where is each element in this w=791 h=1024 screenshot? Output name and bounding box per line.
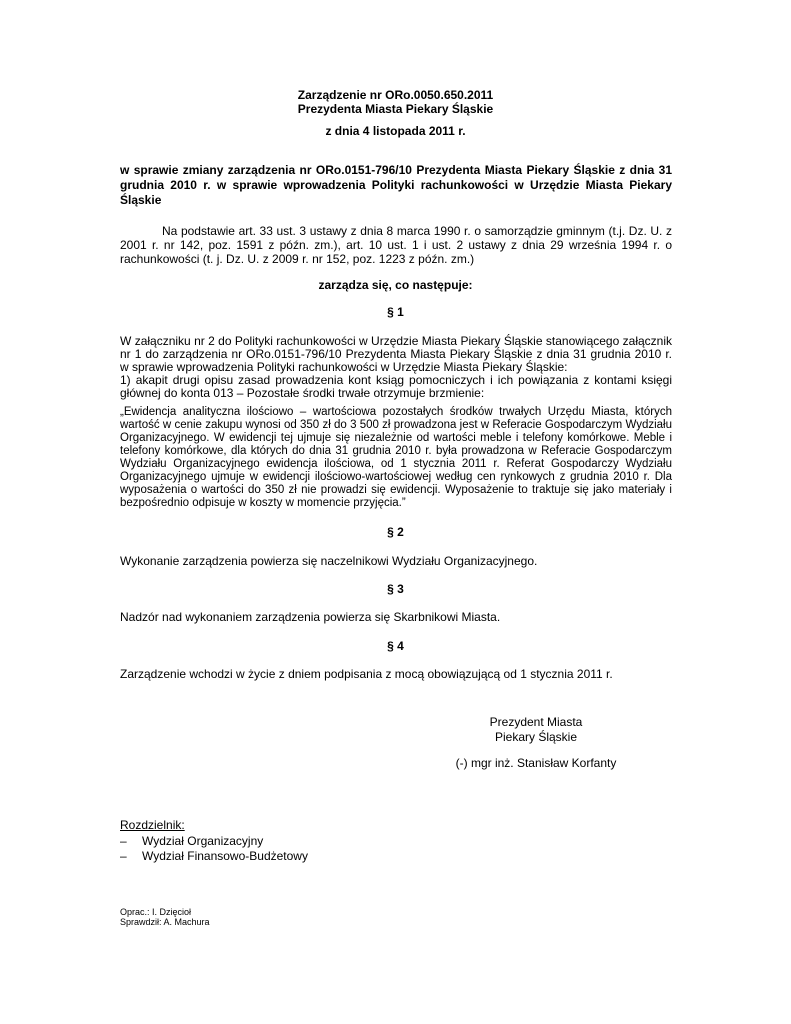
signatory-name: (-) mgr inż. Stanisław Korfanty: [455, 756, 617, 770]
section-2-text: Wykonanie zarządzenia powierza się naczelnikowi Wydziału Organizacyjnego.: [120, 554, 538, 568]
section-4-text: Zarządzenie wchodzi w życie z dniem podpisania z mocą obowiązującą od 1 stycznia 2011 r.: [120, 667, 613, 681]
document-subject: w sprawie zmiany zarządzenia nr ORo.0151-796/10 Prezydenta Miasta Piekary Śląskie z dnia 31 grudnia 2010 r. w sprawie wprowadzenia Polityki rachunkowości w Urzędzie Miasta Piekary Śląskie: [120, 163, 672, 207]
dash-bullet: –: [120, 834, 127, 848]
section-1-heading: § 1: [387, 305, 404, 319]
document-number: Zarządzenie nr ORo.0050.650.2011: [297, 88, 494, 102]
distribution-item: [120, 849, 308, 863]
section-4-heading: § 4: [387, 639, 404, 653]
document-date: z dnia 4 listopada 2011 r.: [325, 124, 466, 138]
distribution-item-label: Wydział Organizacyjny: [142, 834, 264, 848]
section-2-heading: § 2: [387, 525, 404, 539]
distribution-label: Rozdzielnik:: [120, 818, 185, 832]
dash-bullet: –: [120, 849, 127, 863]
section-1-point-1: 1) akapit drugi opisu zasad prowadzenia kont ksiąg pomocniczych i ich powiązania z kontami księgi głównej do konta 013 – Pozostałe środki trwałe otrzymuje brzmienie:: [120, 373, 672, 400]
signature-title-1: Prezydent Miasta: [489, 715, 583, 729]
section-1-intro: W załączniku nr 2 do Polityki rachunkowości w Urzędzie Miasta Piekary Śląskie stanowiącego załącznik nr 1 do zarządzenia nr ORo.0151-796/10 Prezydenta Miasta Piekary Śląskie z dnia 31 grudnia 2010 r. w sprawie wprowadzenia Polityki rachunkowości w Urzędzie Miasta Piekary Śląskie:: [120, 334, 672, 374]
distribution-item-label: Wydział Finansowo-Budżetowy: [142, 849, 308, 863]
distribution-item: [120, 834, 263, 848]
prepared-by: Oprac.: I. Dzięcioł: [120, 907, 192, 917]
section-3-text: Nadzór nad wykonaniem zarządzenia powierza się Skarbnikowi Miasta.: [120, 610, 501, 624]
checked-by: Sprawdził: A. Machura: [120, 917, 210, 927]
legal-basis: Na podstawie art. 33 ust. 3 ustawy z dnia 8 marca 1990 r. o samorządzie gminnym (t.j. Dz. U. z 2001 r. nr 142, poz. 1591 z późn. zm.), art. 10 ust. 1 i ust. 2 ustawy z dnia 29 września 1994 r. o rachunkowości (t. j. Dz. U. z 2009 r. nr 152, poz. 1223 z późn. zm.): [120, 224, 672, 266]
section-3-heading: § 3: [387, 582, 404, 596]
issuer: Prezydenta Miasta Piekary Śląskie: [297, 102, 494, 116]
signature-title-2: Piekary Śląskie: [494, 730, 578, 744]
section-1-quote: „Ewidencja analityczna ilościowo – wartościowa pozostałych środków trwałych Urzędu Miasta, których wartość w cenie zakupu wynosi od 350 zł do 3 500 zł prowadzona jest w Referacie Gospodarczym Wydziału Organizacyjnego. W ewidencji tej ujmuje się niezależnie od wartości meble i telefony komórkowe. Meble i telefony komórkowe, dla których do dnia 31 grudnia 2010 r. była prowadzona w Referacie Gospodarczym Wydziału Organizacyjnego ewidencja ilościowa, od 1 stycznia 2011 r. Referat Gospodarczy Wydziału Organizacyjnego ujmuje w ewidencji ilościowo-wartościowej według cen rynkowych z grudnia 2010 r. Dla wyposażenia o wartości do 350 zł nie prowadzi się ewidencji. Wyposażenie to traktuje się jako materiały i bezpośrednio odpisuje w koszty w momencie przyjęcia.”: [120, 406, 672, 509]
ordering-clause: zarządza się, co następuje:: [318, 278, 473, 292]
